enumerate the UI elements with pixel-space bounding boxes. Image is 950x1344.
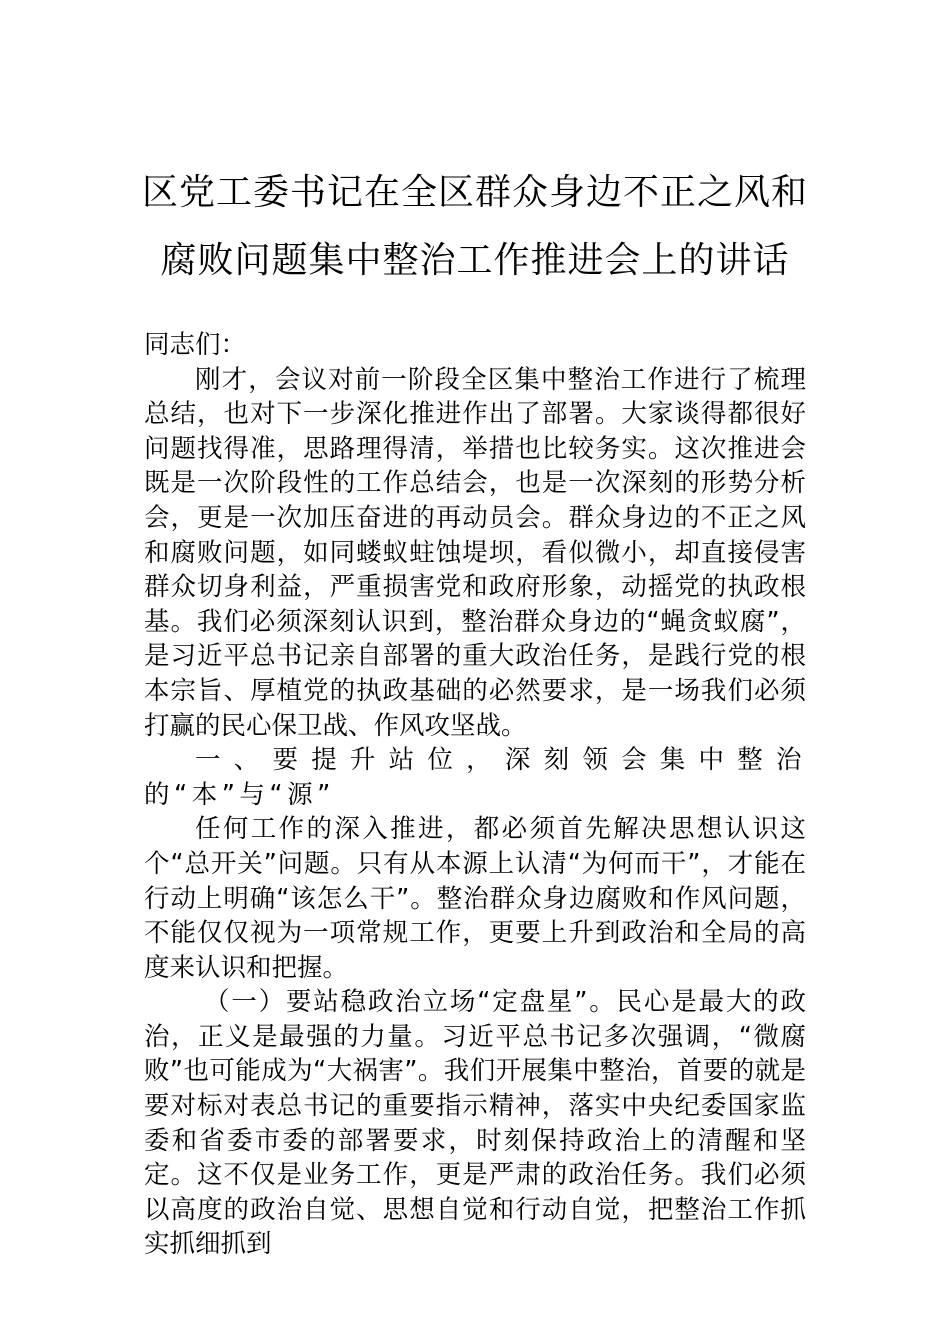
document-title-line-1: 区党工委书记在全区群众身边不正之风和: [141, 172, 808, 213]
salutation: 同志们：: [144, 330, 247, 360]
section-heading-1: 一、要提升站位，深刻领会集中整治的“本”与“源”: [144, 745, 806, 810]
document-body: [144, 328, 806, 1262]
paragraph-subsection-1: （一）要站稳政治立场“定盘星”。民心是最大的政治，正义是最强的力量。习近平总书记多次强调，“微腐败”也可能成为“大祸害”。我们开展集中整治，首要的就是要对标对表总书记的重要指示精神，落实中央纪委国家监委和省委市委的部署要求，时刻保持政治上的清醒和坚定。这不仅是业务工作，更是严肃的政治任务。我们必须以高度的政治自觉、思想自觉和行动自觉，把整治工作抓实抓细抓到: [144, 987, 806, 1260]
paragraph-intro: 刚才，会议对前一阶段全区集中整治工作进行了梳理总结，也对下一步深化推进作出了部署。大家谈得都很好问题找得准，思路理得清，举措也比较务实。这次推进会既是一次阶段性的工作总结会，也是一次深刻的形势分析会，更是一次加压奋进的再动员会。群众身边的不正之风和腐败问题，如同蝼蚁蛀蚀堤坝，看似微小，却直接侵害群众切身利益，严重损害党和政府形象，动摇党的执政根基。我们必须深刻认识到，整治群众身边的“蝇贪蚁腐”，是习近平总书记亲自部署的重大政治任务，是践行党的根本宗旨、厚植党的执政基础的必然要求，是一场我们必须打赢的民心保卫战、作风攻坚战。: [144, 364, 806, 741]
document-title-line-2: 腐败问题集中整治工作推进会上的讲话: [160, 240, 790, 281]
paragraph-section-1: 任何工作的深入推进，都必须首先解决思想认识这个“总开关”问题。只有从本源上认清“为何而干”，才能在行动上明确“该怎么干”。整治群众身边腐败和作风问题，不能仅仅视为一项常规工作，更要上升到政治和全局的高度来认识和把握。: [144, 814, 806, 983]
